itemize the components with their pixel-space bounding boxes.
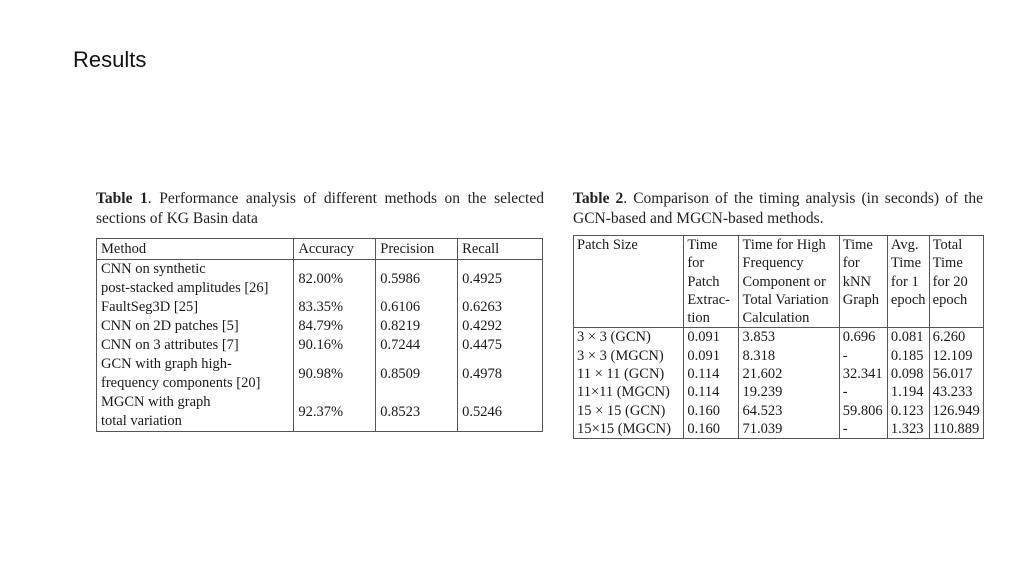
precision-cell: 0.8509	[376, 355, 458, 393]
table-row	[574, 402, 984, 420]
accuracy-cell: 82.00%	[294, 260, 376, 299]
table2-caption-label: Table 2	[573, 190, 624, 207]
precision-cell: 0.5986	[376, 260, 458, 299]
knn-time-cell: 0.696	[839, 328, 887, 347]
table2-timing	[573, 235, 984, 439]
table-row	[574, 328, 984, 347]
total-time-cell: 43.233	[929, 383, 983, 401]
table1-caption	[96, 189, 544, 229]
method-cell: CNN on 2D patches [5]	[97, 317, 294, 336]
recall-cell: 0.4978	[458, 355, 543, 393]
table1-header-accuracy: Accuracy	[294, 239, 376, 260]
patch-size-cell: 3 × 3 (MGCN)	[574, 347, 684, 365]
recall-cell: 0.4475	[458, 336, 543, 355]
table1-header-recall: Recall	[458, 239, 543, 260]
table-row	[574, 365, 984, 383]
avg-epoch-cell: 0.123	[887, 402, 929, 420]
accuracy-cell: 92.37%	[294, 393, 376, 432]
method-cell: FaultSeg3D [25]	[97, 298, 294, 317]
recall-cell: 0.4292	[458, 317, 543, 336]
patch-size-cell: 3 × 3 (GCN)	[574, 328, 684, 347]
total-time-cell: 56.017	[929, 365, 983, 383]
total-time-cell: 110.889	[929, 420, 983, 439]
calculation-time-cell: 8.318	[739, 347, 839, 365]
recall-cell: 0.4925	[458, 260, 543, 299]
table2-header-avg-epoch: Avg. Time for 1 epoch	[887, 236, 929, 328]
patch-size-cell: 11×11 (MGCN)	[574, 383, 684, 401]
table-row	[97, 393, 543, 432]
table2-header-knn: Time for kNN Graph	[839, 236, 887, 328]
recall-cell: 0.6263	[458, 298, 543, 317]
total-time-cell: 126.949	[929, 402, 983, 420]
table-row	[97, 336, 543, 355]
calculation-time-cell: 71.039	[739, 420, 839, 439]
accuracy-cell: 84.79%	[294, 317, 376, 336]
table1-caption-text: . Performance analysis of different methods on the selected sections of KG Basin data	[96, 190, 544, 227]
knn-time-cell: -	[839, 383, 887, 401]
total-time-cell: 12.109	[929, 347, 983, 365]
calculation-time-cell: 64.523	[739, 402, 839, 420]
extraction-time-cell: 0.114	[684, 365, 739, 383]
total-time-cell: 6.260	[929, 328, 983, 347]
avg-epoch-cell: 0.185	[887, 347, 929, 365]
table-row	[97, 260, 543, 299]
method-cell: MGCN with graph total variation	[97, 393, 294, 432]
method-cell: GCN with graph high- frequency components [20]	[97, 355, 294, 393]
recall-cell: 0.5246	[458, 393, 543, 432]
table2-header-total-time: Total Time for 20 epoch	[929, 236, 983, 328]
patch-size-cell: 15 × 15 (GCN)	[574, 402, 684, 420]
table-row	[97, 298, 543, 317]
knn-time-cell: -	[839, 347, 887, 365]
table-row	[574, 420, 984, 439]
avg-epoch-cell: 0.098	[887, 365, 929, 383]
knn-time-cell: -	[839, 420, 887, 439]
table2-caption	[573, 189, 983, 229]
knn-time-cell: 32.341	[839, 365, 887, 383]
table1-header-method: Method	[97, 239, 294, 260]
avg-epoch-cell: 1.194	[887, 383, 929, 401]
patch-size-cell: 11 × 11 (GCN)	[574, 365, 684, 383]
table2-header-patch-size: Patch Size	[574, 236, 684, 328]
accuracy-cell: 90.16%	[294, 336, 376, 355]
table2-header-row	[574, 236, 984, 328]
table2-header-calculation: Time for High Frequency Component or Total Variation Calculation	[739, 236, 839, 328]
method-cell: CNN on 3 attributes [7]	[97, 336, 294, 355]
accuracy-cell: 90.98%	[294, 355, 376, 393]
avg-epoch-cell: 0.081	[887, 328, 929, 347]
precision-cell: 0.8219	[376, 317, 458, 336]
table1-caption-label: Table 1	[96, 190, 148, 207]
slide-title: Results	[73, 47, 147, 72]
extraction-time-cell: 0.160	[684, 420, 739, 439]
table2-header-patch-extraction: Time for Patch Extrac- tion	[684, 236, 739, 328]
table1-performance	[96, 238, 543, 432]
extraction-time-cell: 0.091	[684, 347, 739, 365]
extraction-time-cell: 0.114	[684, 383, 739, 401]
extraction-time-cell: 0.091	[684, 328, 739, 347]
patch-size-cell: 15×15 (MGCN)	[574, 420, 684, 439]
table1-header-precision: Precision	[376, 239, 458, 260]
calculation-time-cell: 19.239	[739, 383, 839, 401]
table2-caption-text: . Comparison of the timing analysis (in seconds) of the GCN-based and MGCN-based methods.	[573, 190, 983, 227]
table1-header-row	[97, 239, 543, 260]
table-row	[574, 383, 984, 401]
method-cell: CNN on synthetic post-stacked amplitudes [26]	[97, 260, 294, 299]
calculation-time-cell: 3.853	[739, 328, 839, 347]
calculation-time-cell: 21.602	[739, 365, 839, 383]
accuracy-cell: 83.35%	[294, 298, 376, 317]
table-row	[97, 317, 543, 336]
avg-epoch-cell: 1.323	[887, 420, 929, 439]
precision-cell: 0.7244	[376, 336, 458, 355]
precision-cell: 0.6106	[376, 298, 458, 317]
knn-time-cell: 59.806	[839, 402, 887, 420]
precision-cell: 0.8523	[376, 393, 458, 432]
table-row	[574, 347, 984, 365]
table-row	[97, 355, 543, 393]
extraction-time-cell: 0.160	[684, 402, 739, 420]
